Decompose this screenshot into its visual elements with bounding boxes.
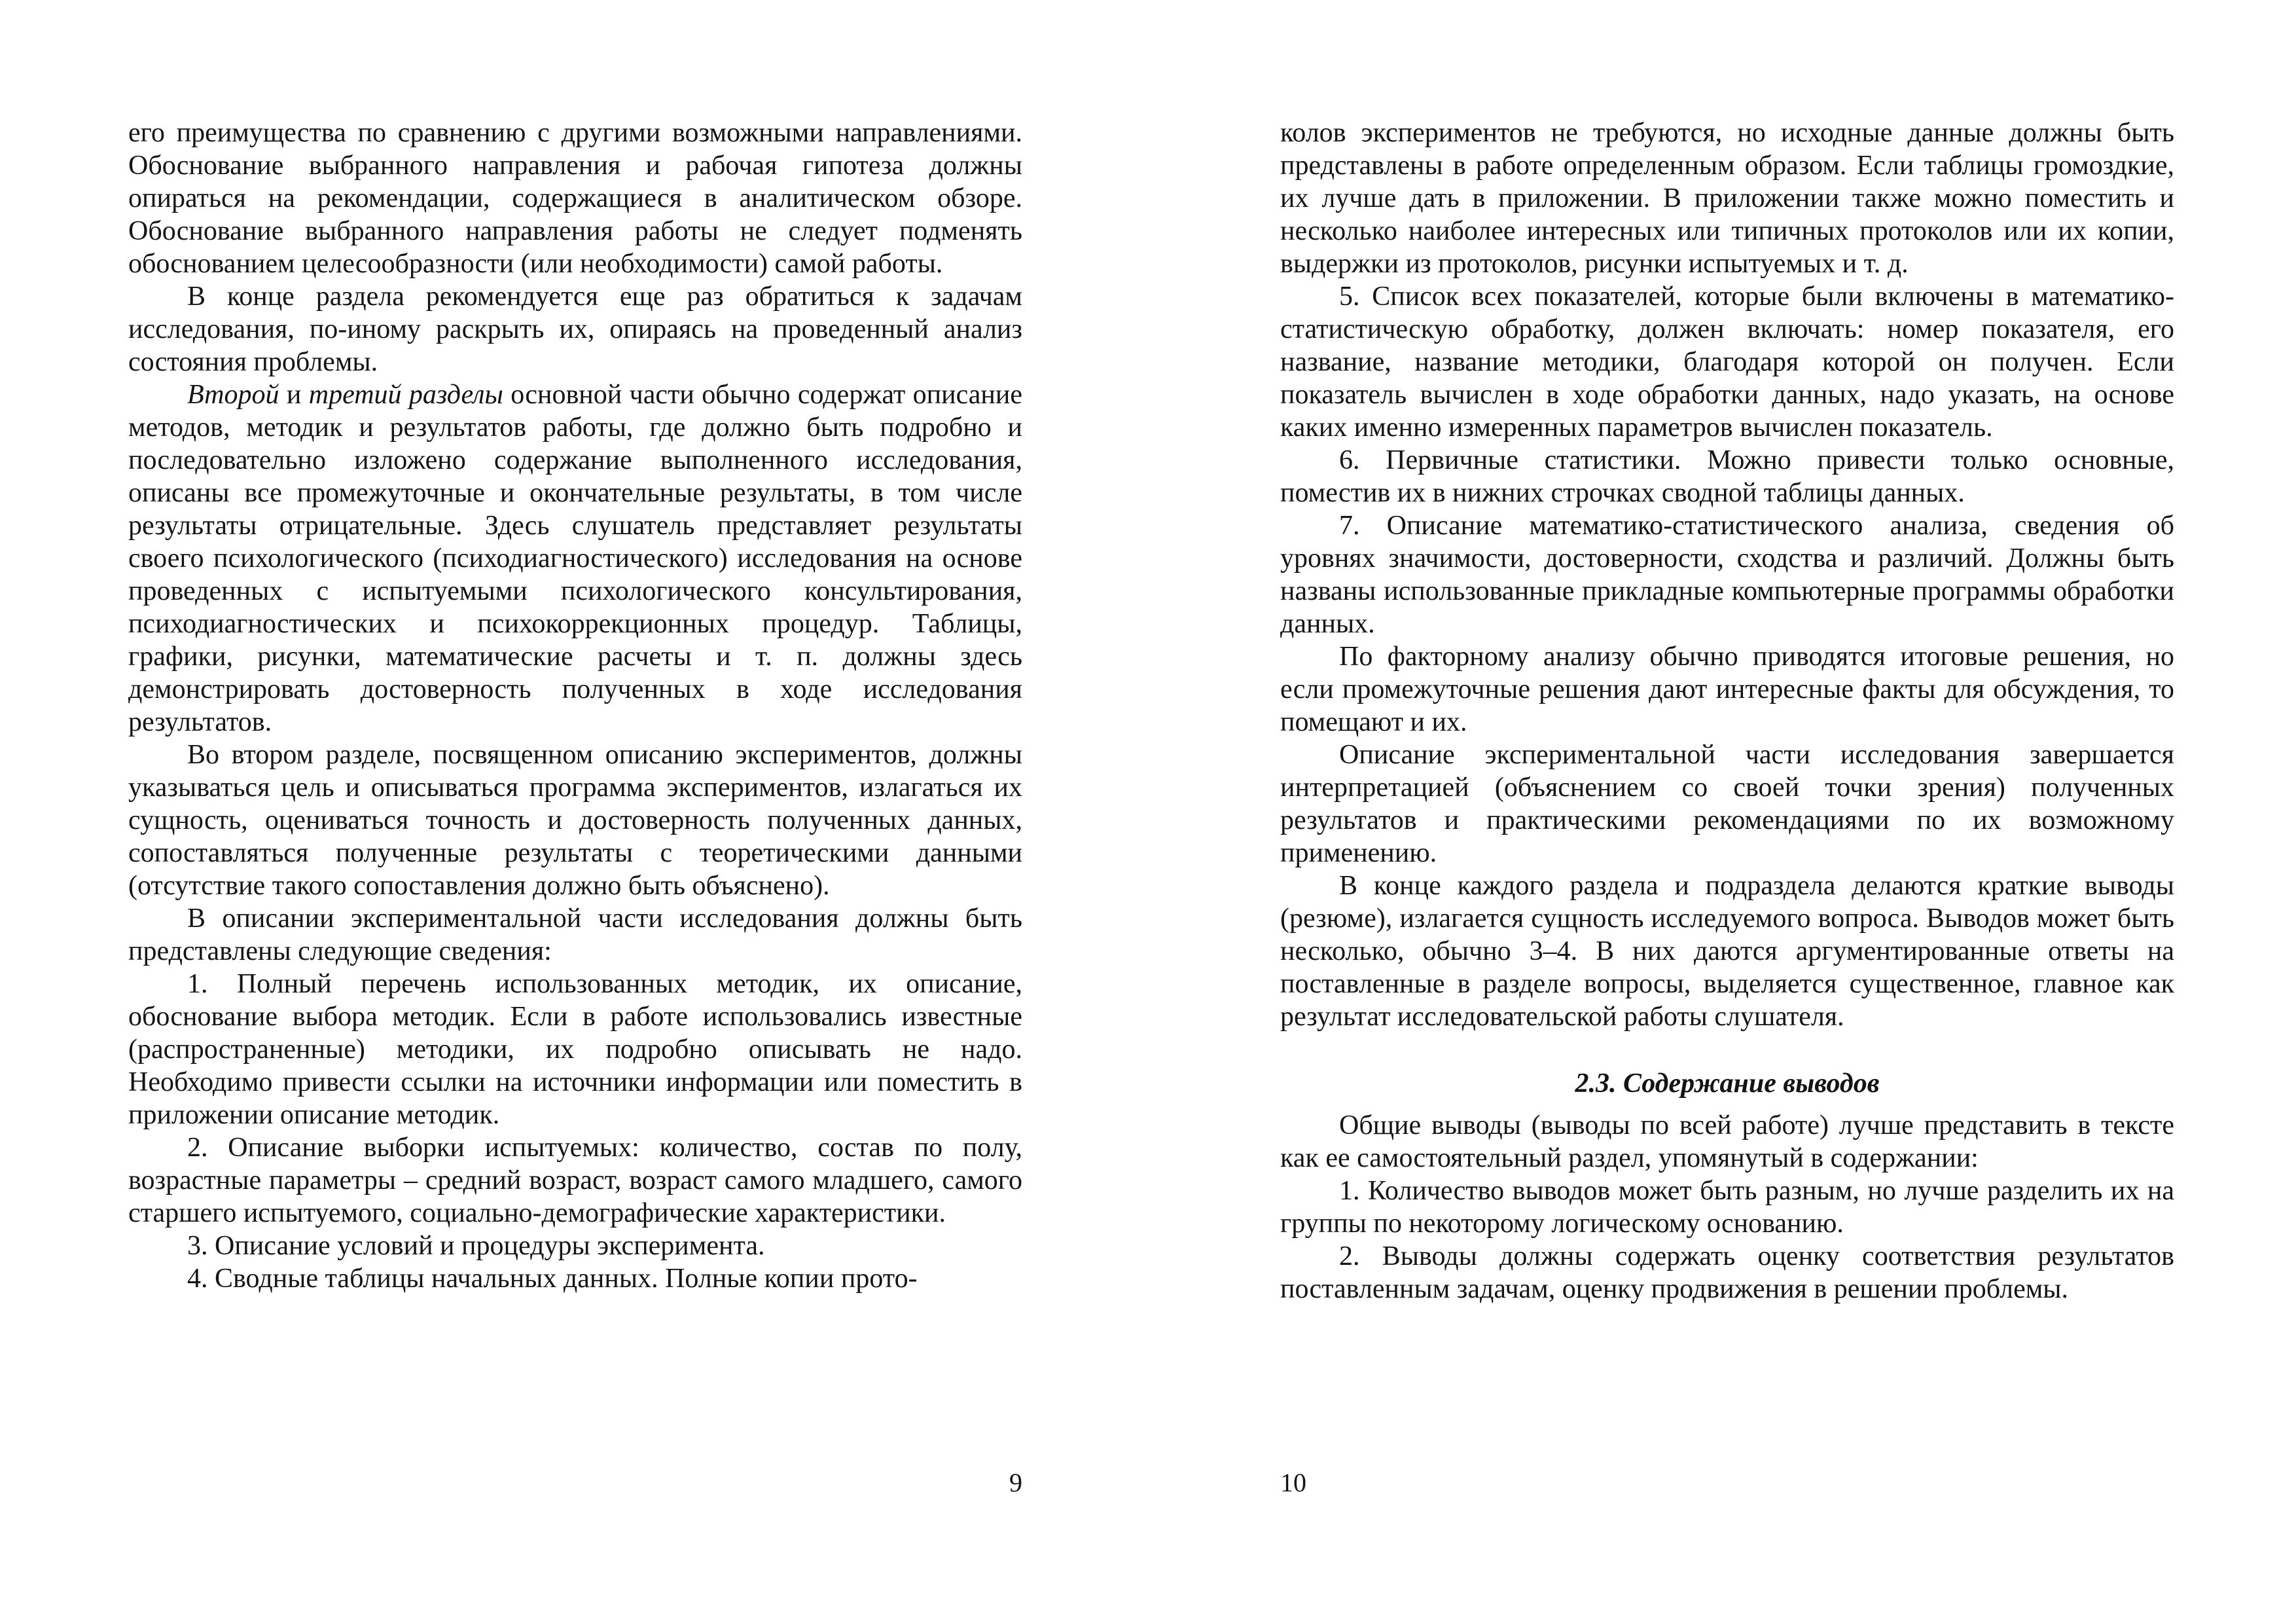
right-page-text-column [1280, 117, 2174, 1305]
paragraph: В конце раздела рекомендуется еще раз обратиться к задачам исследования, по-иному раскрыть их, опираясь на проведенный анализ состояния проблемы. [128, 282, 1022, 377]
paragraph: Общие выводы (выводы по всей работе) лучше представить в тексте как ее самостоятельный раздел, упомянутый в содержании: [1280, 1110, 2174, 1173]
left-page-text-column [128, 117, 1022, 1295]
list-item-paragraph: 7. Описание математико-статистического анализа, сведения об уровнях значимости, достоверности, сходства и различий. Должны быть названы использованные прикладные компьютерные программы обработки данных. [1280, 511, 2174, 639]
italic-term: Второй [187, 380, 279, 410]
list-item-paragraph: 6. Первичные статистики. Можно привести только основные, поместив их в нижних строчках сводной таблицы данных. [1280, 445, 2174, 508]
list-item-paragraph: 3. Описание условий и процедуры эксперимента. [187, 1231, 765, 1261]
list-item-paragraph: 2. Описание выборки испытуемых: количество, состав по полу, возрастные параметры – средний возраст, возраст самого младшего, самого старшего испытуемого, социально-демографические характеристики. [128, 1133, 1022, 1228]
list-item-paragraph: 4. Сводные таблицы начальных данных. Полные копии прото- [187, 1264, 918, 1294]
paragraph: колов экспериментов не требуются, но исходные данные должны быть представлены в работе определенным образом. Если таблицы громоздкие, их лучше дать в приложении. В приложении также можно поместить и несколько наиболее интересных или типичных протоколов или их копии, выдержки из протоколов, рисунки испытуемых и т. д. [1280, 118, 2174, 279]
paragraph: По факторному анализу обычно приводятся итоговые решения, но если промежуточные решения дают интересные факты для обсуждения, то помещают и их. [1280, 642, 2174, 737]
page-number: 10 [1280, 1468, 1306, 1497]
paragraph: Описание экспериментальной части исследования завершается интерпретацией (объяснением со своей точки зрения) полученных результатов и практическими рекомендациями по их возможному применению. [1280, 740, 2174, 868]
paragraph: его преимущества по сравнению с другими возможными направлениями. Обоснование выбранного направления и рабочая гипотеза должны опираться на рекомендации, содержащиеся в аналитическом обзоре. Обоснование выбранного направления работы не следует подменять обоснованием целесообразности (или необходимости) самой работы. [128, 118, 1022, 279]
paragraph-text: основной части обычно содержат описание методов, методик и результатов работы, где должно быть подробно и последовательно изложено содержание выполненного исследования, описаны все промежуточные и окончательные результаты, в том числе результаты отрицательные. Здесь слушатель представляет результаты своего психологического (психодиагностического) исследования на основе проведенных с испытуемыми психологического консультирования, психодиагностических и психокоррекционных процедур. Таблицы, графики, рисунки, математические расчеты и т. п. должны здесь демонстрировать достоверность полученных в ходе исследования результатов. [128, 380, 1022, 737]
paragraph [128, 378, 1022, 739]
italic-term: третий разделы [308, 380, 503, 410]
section-heading: 2.3. Содержание выводов [1575, 1068, 1880, 1099]
paragraph: В описании экспериментальной части исследования должны быть представлены следующие сведения: [128, 903, 1022, 966]
page-number: 9 [1009, 1468, 1022, 1497]
list-item-paragraph: 1. Полный перечень использованных методик, их описание, обоснование выбора методик. Если в работе использовались известные (распространенные) методики, их подробно описывать не надо. Необходимо привести ссылки на источники информации или поместить в приложении описание методик. [128, 969, 1022, 1130]
list-item-paragraph: 5. Список всех показателей, которые были включены в математико-статистическую обработку, должен включать: номер показателя, его название, название методики, благодаря которой он получен. Если показатель вычислен в ходе обработки данных, надо указать, на основе каких именно измеренных параметров вычислен показатель. [1280, 282, 2174, 443]
paragraph: В конце каждого раздела и подраздела делаются краткие выводы (резюме), излагается сущность исследуемого вопроса. Выводов может быть несколько, обычно 3–4. В них даются аргументированные ответы на поставленные в разделе вопросы, выделяется существенное, главное как результат исследовательской работы слушателя. [1280, 871, 2174, 1032]
list-item-paragraph: 2. Выводы должны содержать оценку соответствия результатов поставленным задачам, оценку продвижения в решении проблемы. [1280, 1241, 2174, 1304]
paragraph: Во втором разделе, посвященном описанию экспериментов, должны указываться цель и описываться программа экспериментов, излагаться их сущность, оцениваться точность и достоверность полученных данных, сопоставляться полученные результаты с теоретическими данными (отсутствие такого сопоставления должно быть объяснено). [128, 740, 1022, 901]
list-item-paragraph: 1. Количество выводов может быть разным, но лучше разделить их на группы по некоторому логическому основанию. [1280, 1176, 2174, 1239]
paragraph-text: и [279, 380, 309, 410]
